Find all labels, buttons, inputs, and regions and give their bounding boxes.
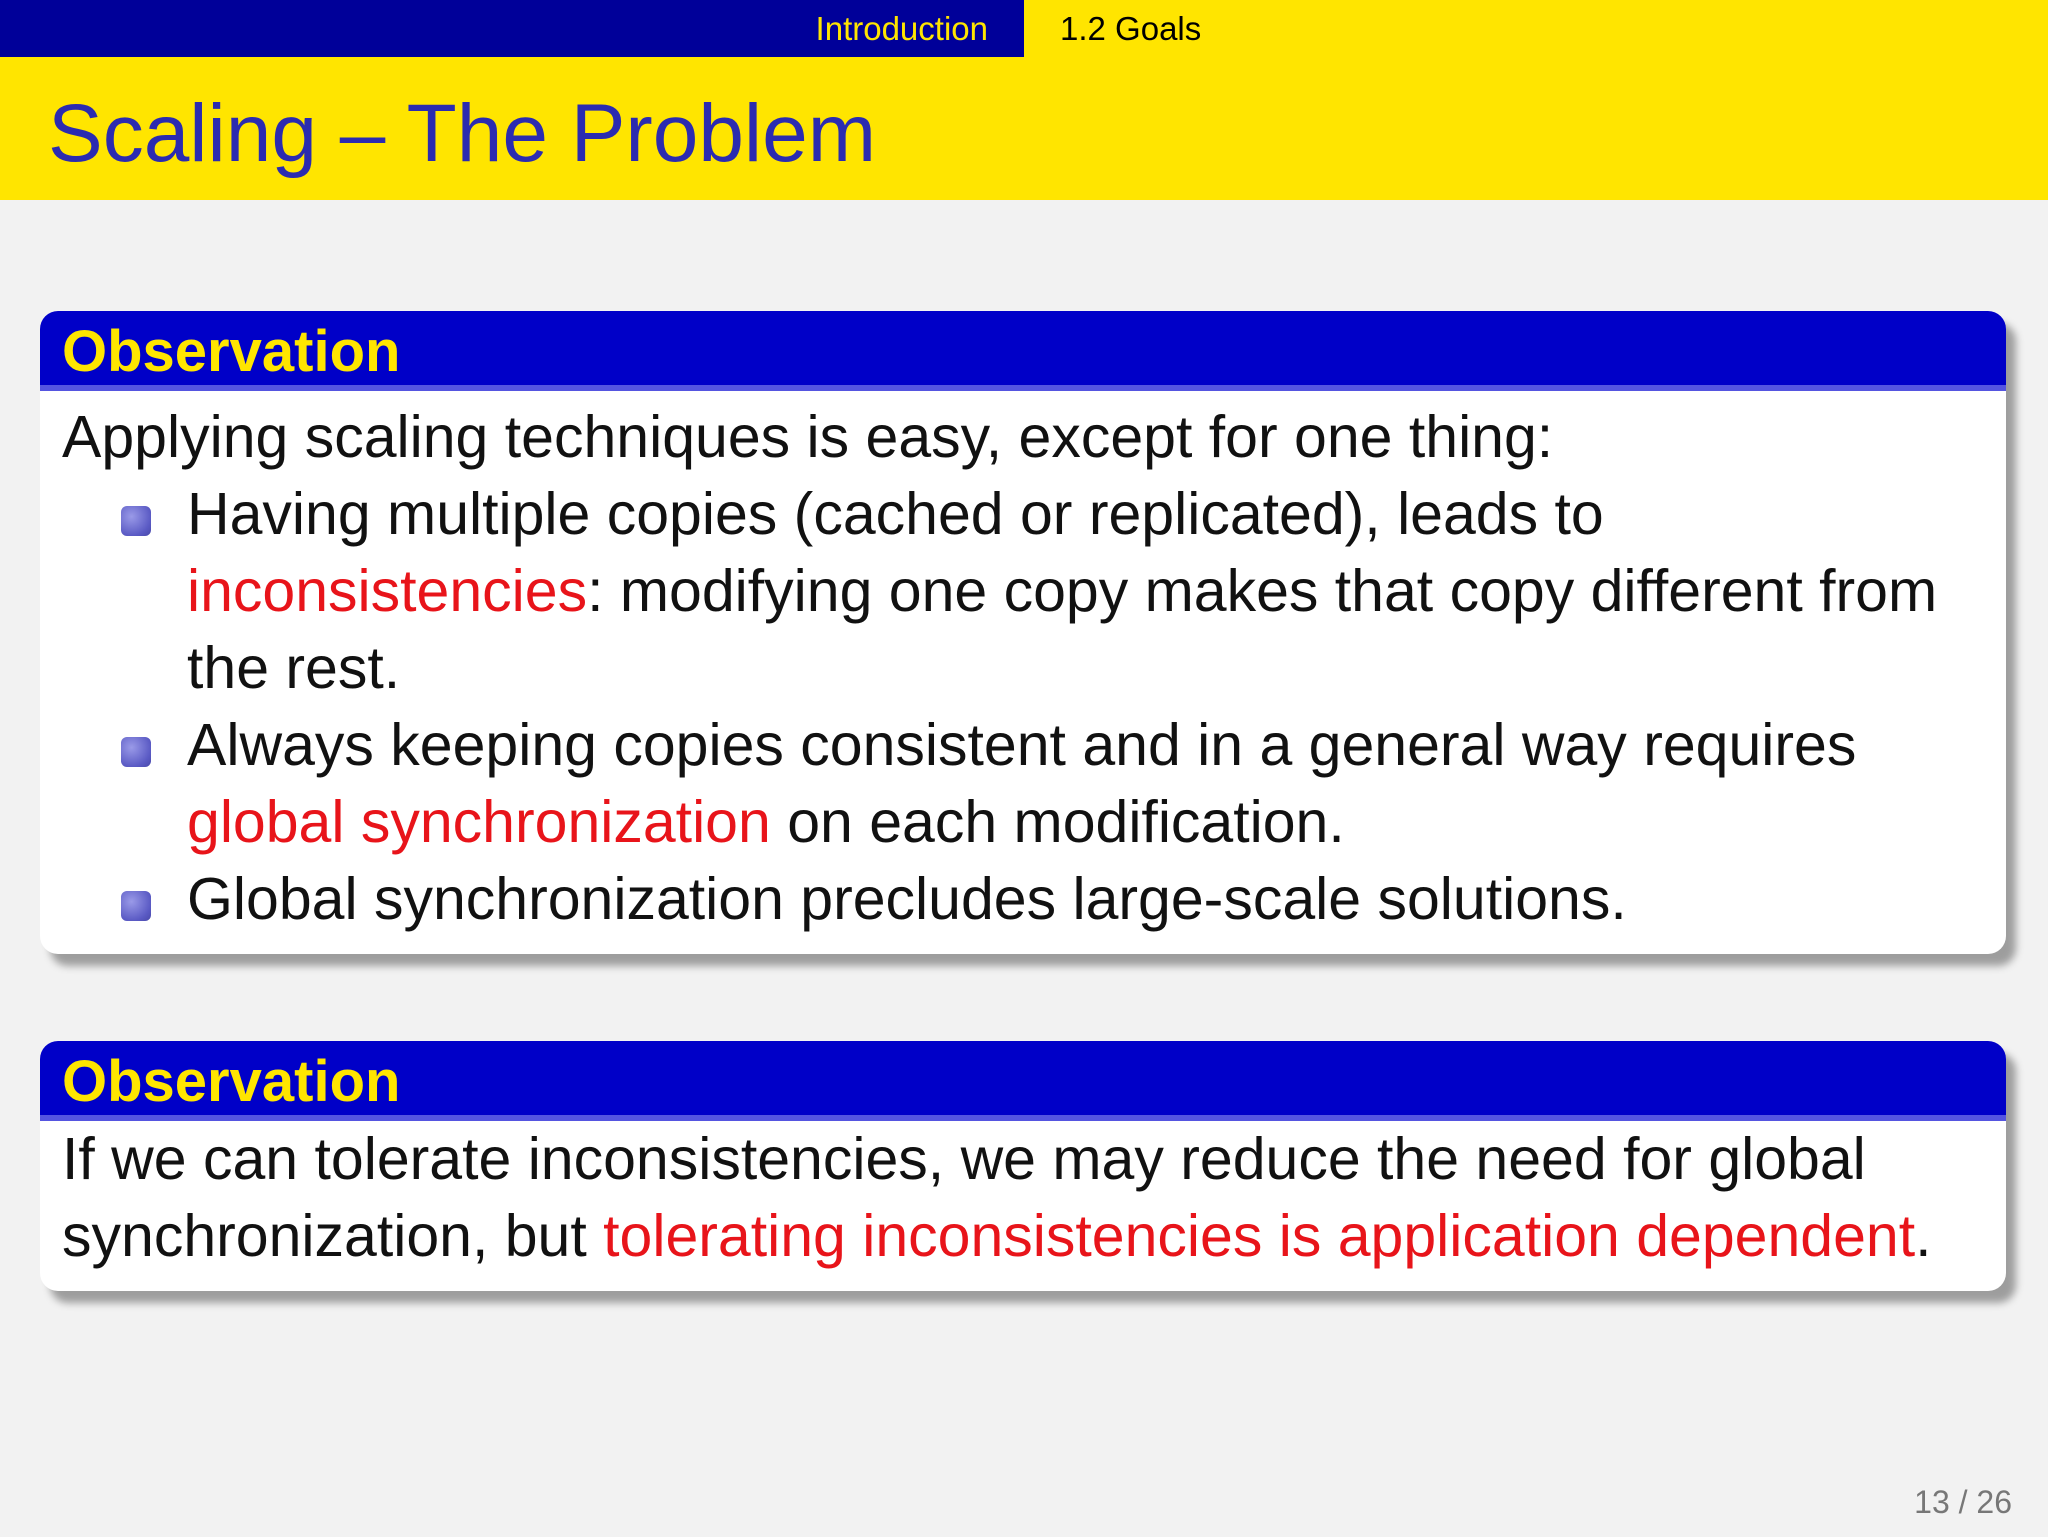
highlight-text: inconsistencies [187, 558, 588, 624]
highlight-text: tolerating inconsistencies is application dependent [603, 1203, 1916, 1269]
block-text: If we can tolerate inconsistencies, we may reduce the need for global synchronization, but [62, 1126, 1866, 1269]
bullet-item [187, 476, 1984, 707]
block-body [40, 391, 2006, 954]
bullet-text: Having multiple copies (cached or replicated), leads to [187, 481, 1604, 547]
highlight-text: global synchronization [187, 789, 771, 855]
bullet-list [62, 476, 1984, 938]
page-number: 13 / 26 [1914, 1484, 2012, 1520]
bullet-text: on each modification. [770, 789, 1345, 855]
nav-section-area [0, 0, 1024, 57]
nav-subsection-link[interactable]: 1.2 Goals [1060, 9, 1202, 47]
nav-subsection-area [1024, 0, 2048, 57]
block-text: . [1915, 1203, 1932, 1269]
bullet-item [187, 707, 1984, 861]
navigation-bar [0, 0, 2048, 57]
block-intro: Applying scaling techniques is easy, except for one thing: [62, 404, 1554, 470]
bullet-square-icon [121, 506, 151, 536]
bullet-text: Always keeping copies consistent and in a general way requires [187, 712, 1857, 778]
bullet-text: : modifying one copy makes that copy different from the rest. [187, 558, 1938, 701]
bullet-square-icon [121, 737, 151, 767]
bullet-square-icon [121, 891, 151, 921]
block-header [40, 311, 2006, 391]
title-bar [0, 57, 2048, 200]
bullet-text: Global synchronization precludes large-scale solutions. [187, 866, 1627, 932]
bullet-item [187, 861, 1984, 938]
nav-section-link[interactable]: Introduction [815, 9, 988, 47]
block-header [40, 1041, 2006, 1121]
block-title: Observation [62, 1049, 401, 1114]
block-title: Observation [62, 319, 401, 384]
observation-block-1 [40, 311, 2006, 954]
slide-title: Scaling – The Problem [48, 88, 877, 179]
observation-block-2 [40, 1041, 2006, 1291]
block-body [40, 1121, 2006, 1291]
